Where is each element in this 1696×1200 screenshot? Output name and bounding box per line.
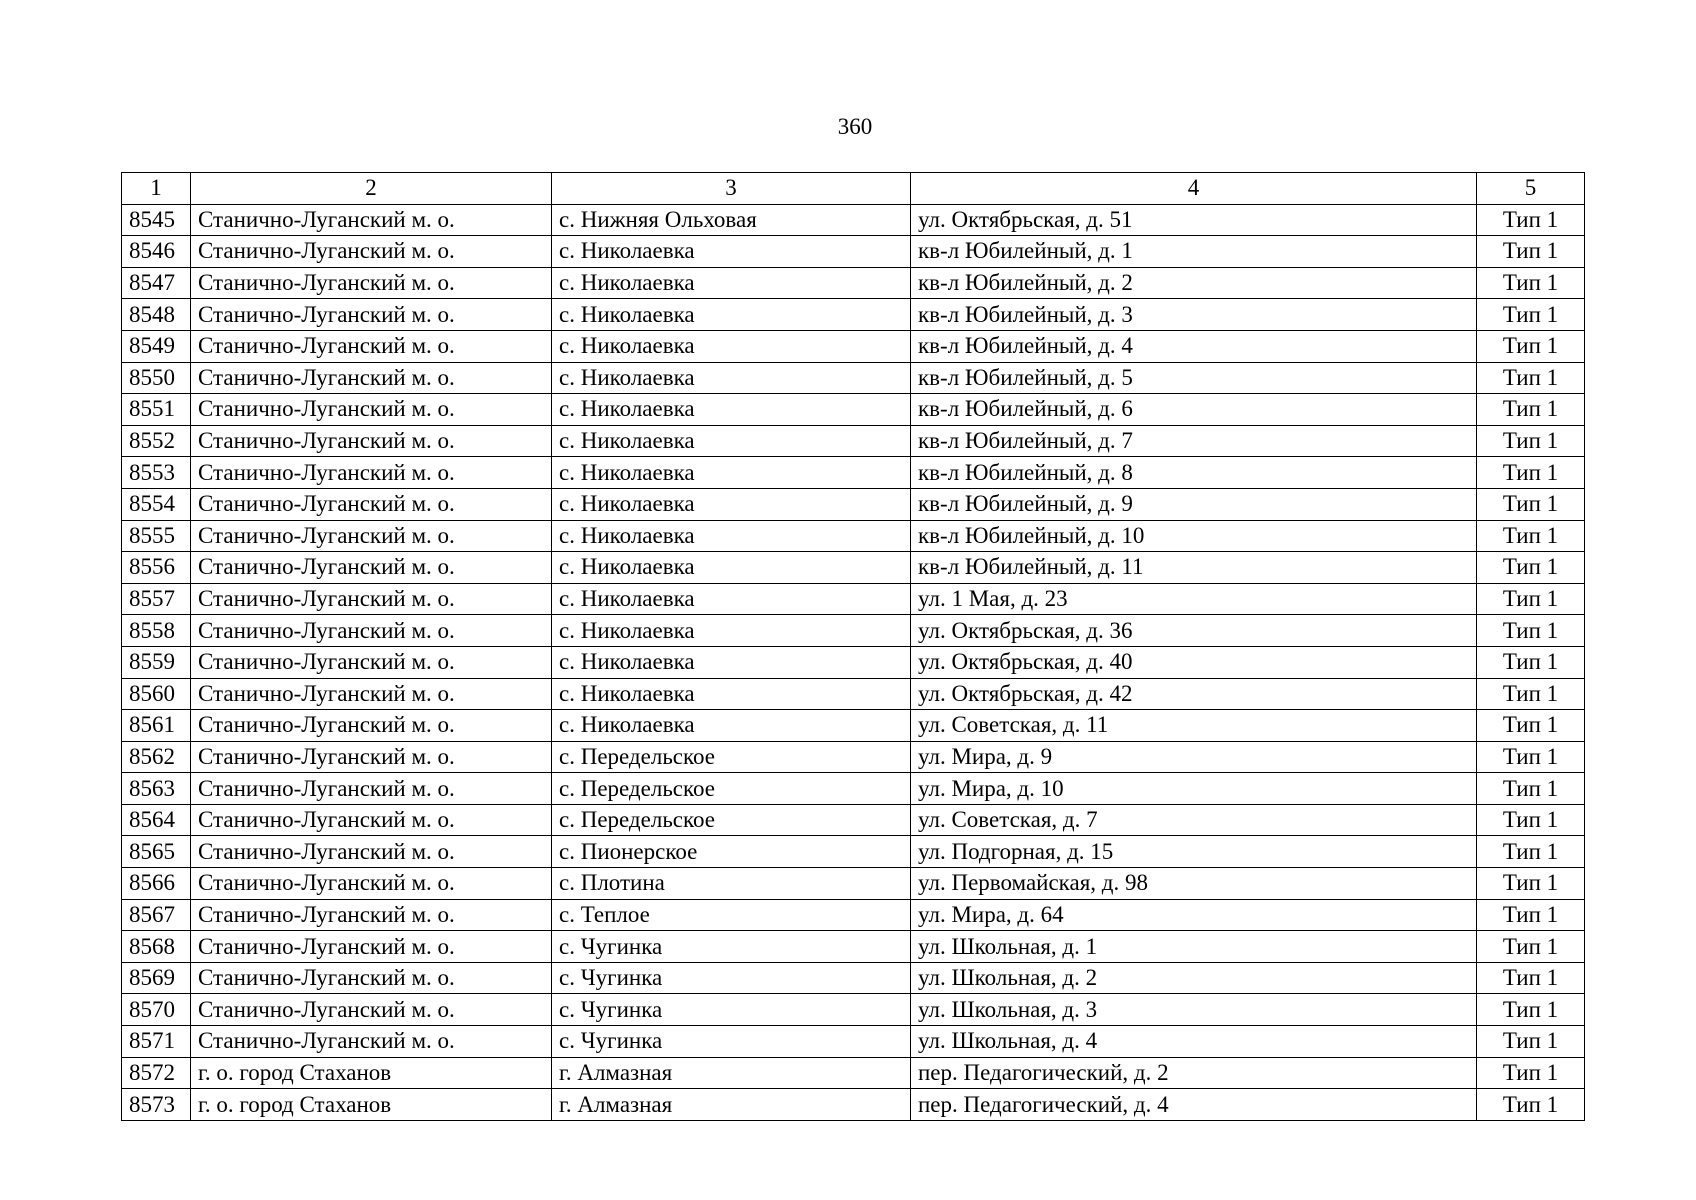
address-cell: кв-л Юбилейный, д. 3: [911, 299, 1477, 331]
municipality-cell: Станично-Луганский м. о.: [191, 425, 552, 457]
row-number-cell: 8554: [122, 488, 191, 520]
type-cell: Тип 1: [1477, 425, 1585, 457]
row-number-cell: 8563: [122, 773, 191, 805]
table-row: [122, 710, 1585, 742]
table-row: [122, 836, 1585, 868]
type-cell: Тип 1: [1477, 646, 1585, 678]
row-number-cell: 8558: [122, 615, 191, 647]
row-number-cell: 8569: [122, 962, 191, 994]
type-cell: Тип 1: [1477, 899, 1585, 931]
table-row: [122, 236, 1585, 268]
settlement-cell: с. Николаевка: [552, 646, 911, 678]
type-cell: Тип 1: [1477, 868, 1585, 900]
row-number-cell: 8566: [122, 868, 191, 900]
address-cell: кв-л Юбилейный, д. 2: [911, 267, 1477, 299]
header-row: [122, 173, 1585, 205]
settlement-cell: с. Николаевка: [552, 457, 911, 489]
table-row: [122, 678, 1585, 710]
row-number-cell: 8568: [122, 931, 191, 963]
table-row: [122, 299, 1585, 331]
municipality-cell: Станично-Луганский м. о.: [191, 362, 552, 394]
settlement-cell: с. Чугинка: [552, 931, 911, 963]
address-cell: ул. Октябрьская, д. 36: [911, 615, 1477, 647]
address-cell: ул. Школьная, д. 2: [911, 962, 1477, 994]
row-number-cell: 8573: [122, 1089, 191, 1121]
address-cell: ул. Мира, д. 9: [911, 741, 1477, 773]
row-number-cell: 8547: [122, 267, 191, 299]
settlement-cell: с. Николаевка: [552, 330, 911, 362]
municipality-cell: Станично-Луганский м. о.: [191, 615, 552, 647]
settlement-cell: с. Николаевка: [552, 394, 911, 426]
municipality-cell: Станично-Луганский м. о.: [191, 899, 552, 931]
settlement-cell: г. Алмазная: [552, 1089, 911, 1121]
municipality-cell: Станично-Луганский м. о.: [191, 710, 552, 742]
address-cell: ул. 1 Мая, д. 23: [911, 583, 1477, 615]
table-row: [122, 1026, 1585, 1058]
address-cell: кв-л Юбилейный, д. 11: [911, 552, 1477, 584]
table-row: [122, 899, 1585, 931]
settlement-cell: с. Николаевка: [552, 710, 911, 742]
settlement-cell: с. Плотина: [552, 868, 911, 900]
row-number-cell: 8555: [122, 520, 191, 552]
address-cell: ул. Октябрьская, д. 42: [911, 678, 1477, 710]
table-row: [122, 394, 1585, 426]
table-row: [122, 267, 1585, 299]
table-row: [122, 520, 1585, 552]
settlement-cell: с. Николаевка: [552, 678, 911, 710]
type-cell: Тип 1: [1477, 994, 1585, 1026]
row-number-cell: 8556: [122, 552, 191, 584]
type-cell: Тип 1: [1477, 394, 1585, 426]
address-cell: ул. Октябрьская, д. 51: [911, 204, 1477, 236]
type-cell: Тип 1: [1477, 931, 1585, 963]
settlement-cell: с. Николаевка: [552, 236, 911, 268]
page-number: 360: [837, 114, 873, 139]
column-header-5: 5: [1477, 173, 1585, 205]
address-cell: кв-л Юбилейный, д. 6: [911, 394, 1477, 426]
table-row: [122, 962, 1585, 994]
register-table: [121, 172, 1585, 1121]
address-cell: ул. Подгорная, д. 15: [911, 836, 1477, 868]
row-number-cell: 8549: [122, 330, 191, 362]
settlement-cell: с. Передельское: [552, 741, 911, 773]
address-cell: ул. Мира, д. 10: [911, 773, 1477, 805]
municipality-cell: Станично-Луганский м. о.: [191, 994, 552, 1026]
settlement-cell: с. Передельское: [552, 773, 911, 805]
row-number-cell: 8557: [122, 583, 191, 615]
municipality-cell: Станично-Луганский м. о.: [191, 773, 552, 805]
settlement-cell: г. Алмазная: [552, 1057, 911, 1089]
row-number-cell: 8550: [122, 362, 191, 394]
type-cell: Тип 1: [1477, 299, 1585, 331]
municipality-cell: Станично-Луганский м. о.: [191, 931, 552, 963]
settlement-cell: с. Николаевка: [552, 520, 911, 552]
row-number-cell: 8564: [122, 804, 191, 836]
type-cell: Тип 1: [1477, 741, 1585, 773]
address-cell: кв-л Юбилейный, д. 4: [911, 330, 1477, 362]
municipality-cell: Станично-Луганский м. о.: [191, 299, 552, 331]
table-row: [122, 488, 1585, 520]
column-header-3: 3: [552, 173, 911, 205]
settlement-cell: с. Николаевка: [552, 362, 911, 394]
address-cell: кв-л Юбилейный, д. 10: [911, 520, 1477, 552]
row-number-cell: 8560: [122, 678, 191, 710]
table-row: [122, 552, 1585, 584]
settlement-cell: с. Передельское: [552, 804, 911, 836]
row-number-cell: 8553: [122, 457, 191, 489]
table-row: [122, 583, 1585, 615]
settlement-cell: с. Николаевка: [552, 267, 911, 299]
municipality-cell: Станично-Луганский м. о.: [191, 488, 552, 520]
row-number-cell: 8567: [122, 899, 191, 931]
settlement-cell: с. Пионерское: [552, 836, 911, 868]
row-number-cell: 8552: [122, 425, 191, 457]
row-number-cell: 8548: [122, 299, 191, 331]
municipality-cell: Станично-Луганский м. о.: [191, 583, 552, 615]
type-cell: Тип 1: [1477, 552, 1585, 584]
type-cell: Тип 1: [1477, 362, 1585, 394]
table-row: [122, 804, 1585, 836]
address-cell: кв-л Юбилейный, д. 8: [911, 457, 1477, 489]
municipality-cell: г. о. город Стаханов: [191, 1057, 552, 1089]
settlement-cell: с. Чугинка: [552, 962, 911, 994]
municipality-cell: Станично-Луганский м. о.: [191, 520, 552, 552]
row-number-cell: 8571: [122, 1026, 191, 1058]
address-cell: ул. Школьная, д. 4: [911, 1026, 1477, 1058]
table-row: [122, 646, 1585, 678]
settlement-cell: с. Чугинка: [552, 1026, 911, 1058]
municipality-cell: Станично-Луганский м. о.: [191, 804, 552, 836]
type-cell: Тип 1: [1477, 267, 1585, 299]
table-row: [122, 330, 1585, 362]
type-cell: Тип 1: [1477, 520, 1585, 552]
municipality-cell: Станично-Луганский м. о.: [191, 741, 552, 773]
municipality-cell: Станично-Луганский м. о.: [191, 552, 552, 584]
row-number-cell: 8565: [122, 836, 191, 868]
type-cell: Тип 1: [1477, 962, 1585, 994]
municipality-cell: Станично-Луганский м. о.: [191, 1026, 552, 1058]
municipality-cell: Станично-Луганский м. о.: [191, 330, 552, 362]
address-cell: ул. Школьная, д. 1: [911, 931, 1477, 963]
type-cell: Тип 1: [1477, 1026, 1585, 1058]
column-header-2: 2: [191, 173, 552, 205]
address-cell: ул. Советская, д. 7: [911, 804, 1477, 836]
municipality-cell: Станично-Луганский м. о.: [191, 962, 552, 994]
municipality-cell: Станично-Луганский м. о.: [191, 204, 552, 236]
table-row: [122, 425, 1585, 457]
row-number-cell: 8551: [122, 394, 191, 426]
table-row: [122, 741, 1585, 773]
address-cell: пер. Педагогический, д. 2: [911, 1057, 1477, 1089]
settlement-cell: с. Нижняя Ольховая: [552, 204, 911, 236]
type-cell: Тип 1: [1477, 1057, 1585, 1089]
type-cell: Тип 1: [1477, 583, 1585, 615]
table-row: [122, 773, 1585, 805]
type-cell: Тип 1: [1477, 678, 1585, 710]
table-row: [122, 1057, 1585, 1089]
municipality-cell: Станично-Луганский м. о.: [191, 836, 552, 868]
address-cell: пер. Педагогический, д. 4: [911, 1089, 1477, 1121]
column-header-4: 4: [911, 173, 1477, 205]
row-number-cell: 8546: [122, 236, 191, 268]
row-number-cell: 8572: [122, 1057, 191, 1089]
municipality-cell: Станично-Луганский м. о.: [191, 394, 552, 426]
type-cell: Тип 1: [1477, 773, 1585, 805]
type-cell: Тип 1: [1477, 457, 1585, 489]
municipality-cell: г. о. город Стаханов: [191, 1089, 552, 1121]
table-row: [122, 457, 1585, 489]
table-row: [122, 868, 1585, 900]
settlement-cell: с. Николаевка: [552, 552, 911, 584]
settlement-cell: с. Теплое: [552, 899, 911, 931]
municipality-cell: Станично-Луганский м. о.: [191, 267, 552, 299]
address-cell: кв-л Юбилейный, д. 1: [911, 236, 1477, 268]
settlement-cell: с. Николаевка: [552, 615, 911, 647]
settlement-cell: с. Николаевка: [552, 488, 911, 520]
table-row: [122, 1089, 1585, 1121]
type-cell: Тип 1: [1477, 1089, 1585, 1121]
settlement-cell: с. Николаевка: [552, 425, 911, 457]
row-number-cell: 8562: [122, 741, 191, 773]
address-cell: кв-л Юбилейный, д. 9: [911, 488, 1477, 520]
type-cell: Тип 1: [1477, 615, 1585, 647]
type-cell: Тип 1: [1477, 804, 1585, 836]
address-cell: кв-л Юбилейный, д. 5: [911, 362, 1477, 394]
table-row: [122, 362, 1585, 394]
address-cell: ул. Октябрьская, д. 40: [911, 646, 1477, 678]
municipality-cell: Станично-Луганский м. о.: [191, 868, 552, 900]
row-number-cell: 8561: [122, 710, 191, 742]
row-number-cell: 8559: [122, 646, 191, 678]
municipality-cell: Станично-Луганский м. о.: [191, 236, 552, 268]
address-cell: ул. Первомайская, д. 98: [911, 868, 1477, 900]
row-number-cell: 8570: [122, 994, 191, 1026]
table-row: [122, 994, 1585, 1026]
municipality-cell: Станично-Луганский м. о.: [191, 646, 552, 678]
municipality-cell: Станично-Луганский м. о.: [191, 457, 552, 489]
table-row: [122, 931, 1585, 963]
column-header-1: 1: [122, 173, 191, 205]
settlement-cell: с. Николаевка: [552, 583, 911, 615]
type-cell: Тип 1: [1477, 836, 1585, 868]
table-row: [122, 204, 1585, 236]
table-row: [122, 615, 1585, 647]
type-cell: Тип 1: [1477, 710, 1585, 742]
row-number-cell: 8545: [122, 204, 191, 236]
type-cell: Тип 1: [1477, 488, 1585, 520]
address-cell: ул. Мира, д. 64: [911, 899, 1477, 931]
address-cell: ул. Школьная, д. 3: [911, 994, 1477, 1026]
type-cell: Тип 1: [1477, 204, 1585, 236]
table-header: [122, 173, 1585, 205]
type-cell: Тип 1: [1477, 236, 1585, 268]
municipality-cell: Станично-Луганский м. о.: [191, 678, 552, 710]
type-cell: Тип 1: [1477, 330, 1585, 362]
settlement-cell: с. Николаевка: [552, 299, 911, 331]
address-cell: кв-л Юбилейный, д. 7: [911, 425, 1477, 457]
address-cell: ул. Советская, д. 11: [911, 710, 1477, 742]
table-body: [122, 204, 1585, 1120]
settlement-cell: с. Чугинка: [552, 994, 911, 1026]
